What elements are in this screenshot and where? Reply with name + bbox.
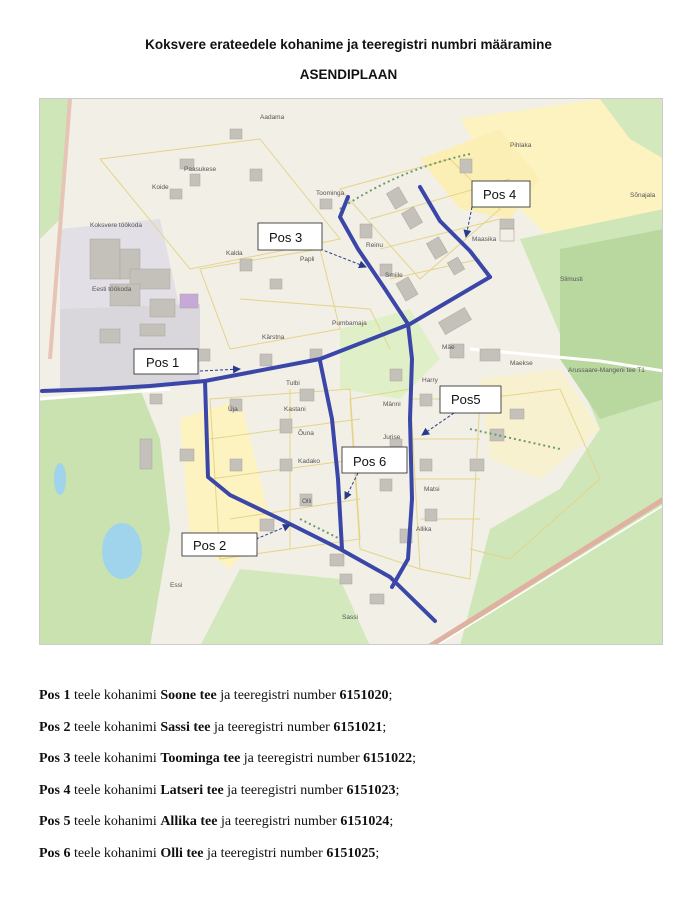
road-number: 6151021 (333, 719, 383, 735)
list-item: Pos 1 teele kohanimi Soone tee ja teeregistri number 6151020; (39, 688, 393, 703)
place-label: Paasukese (184, 166, 217, 173)
place-label: Aadama (260, 114, 285, 121)
road-pre: teele kohanimi (74, 751, 157, 766)
road-mid: ja teeregistri number (227, 782, 344, 798)
place-label: Üja (228, 406, 238, 413)
place-label: Pihlaka (510, 142, 532, 149)
road-mid: ja teeregistri number (220, 688, 337, 703)
road-pos: Pos 5 (39, 814, 71, 829)
callout-label: Pos 2 (193, 538, 227, 553)
place-label: Kadako (298, 458, 321, 465)
page-subtitle: ASENDIPLAAN (299, 67, 398, 82)
road-pre: teele kohanimi (74, 845, 157, 861)
road-list (39, 686, 659, 875)
list-item: Pos 6 teele kohanimi Olli tee ja teeregistri number 6151025; (39, 845, 380, 861)
place-label: Allika (416, 526, 432, 533)
place-label: Reinu (366, 242, 383, 249)
callout-label: Pos 6 (353, 454, 387, 469)
callout-label: Pos 3 (269, 230, 303, 245)
site-plan-map (39, 98, 663, 645)
road-pos: Pos 6 (39, 845, 71, 861)
place-label: Toominga (316, 190, 345, 197)
place-label: Matsi (424, 486, 440, 493)
callout-label: Pos 1 (146, 355, 180, 370)
place-label: Sassi (342, 614, 358, 621)
road-number: 6151023 (346, 782, 396, 798)
road-name: Latseri tee (160, 782, 224, 798)
road-name: Allika tee (160, 814, 218, 829)
road-pre: teele kohanimi (74, 688, 157, 703)
road-pre: teele kohanimi (74, 814, 157, 829)
place-label: Maasika (472, 236, 497, 243)
road-name: Olli tee (160, 845, 204, 861)
place-label: Sõnajala (630, 192, 656, 199)
place-label: Slimusti (560, 276, 583, 283)
road-pos: Pos 2 (39, 719, 71, 735)
road-mid: ja teeregistri number (206, 845, 323, 861)
road-name: Sassi tee (160, 719, 211, 735)
list-item: Pos 2 teele kohanimi Sassi tee ja teeregistri number 6151021; (39, 719, 387, 735)
place-label: Papli (300, 256, 315, 263)
place-label: Õuna (298, 430, 314, 437)
road-pre: teele kohanimi (74, 782, 157, 798)
place-label: Tulbi (286, 380, 300, 387)
callout-label: Pos5 (451, 392, 481, 407)
road-number: 6151024 (340, 814, 390, 829)
place-label: Pumbamaja (332, 320, 367, 327)
road-pos: Pos 3 (39, 751, 71, 766)
list-item: Pos 5 teele kohanimi Allika tee ja teeregistri number 6151024; (39, 814, 394, 829)
place-label: Kärstna (262, 334, 285, 341)
place-label: Jurise (383, 434, 401, 441)
road-mid: ja teeregistri number (213, 719, 330, 735)
road-mid: ja teeregistri number (220, 814, 337, 829)
road-name: Toominga tee (160, 751, 241, 766)
road-pre: teele kohanimi (74, 719, 157, 735)
place-label: Koide (152, 184, 169, 191)
place-label: Eesti töökoda (92, 286, 132, 293)
road-name: Soone tee (160, 688, 217, 703)
road-number: 6151025 (326, 845, 376, 861)
place-label: Essi (170, 582, 183, 589)
callout-label: Pos 4 (483, 187, 517, 202)
page-title: Koksvere erateedele kohanime ja teeregistri numbri määramine (145, 37, 552, 52)
place-label: Maekse (510, 360, 533, 367)
place-label: Kalda (226, 250, 243, 257)
list-item: Pos 3 teele kohanimi Toominga tee ja teeregistri number 6151022; (39, 751, 417, 766)
place-label: Arussaare-Mangeni tee T1 (568, 367, 645, 374)
road-pos: Pos 1 (39, 688, 71, 703)
list-item: Pos 4 teele kohanimi Latseri tee ja teeregistri number 6151023; (39, 782, 400, 798)
place-label: Mäe (442, 344, 455, 351)
place-label: Männi (383, 401, 401, 408)
road-number: 6151022 (363, 751, 413, 766)
place-label: Koksvere töökoda (90, 222, 143, 229)
place-label: Smiile (385, 272, 403, 279)
road-number: 6151020 (339, 688, 389, 703)
place-label: Olli (302, 498, 312, 505)
road-mid: ja teeregistri number (243, 751, 360, 766)
place-label: Harry (422, 377, 438, 384)
road-pos: Pos 4 (39, 782, 71, 798)
place-label: Kastani (284, 406, 306, 413)
